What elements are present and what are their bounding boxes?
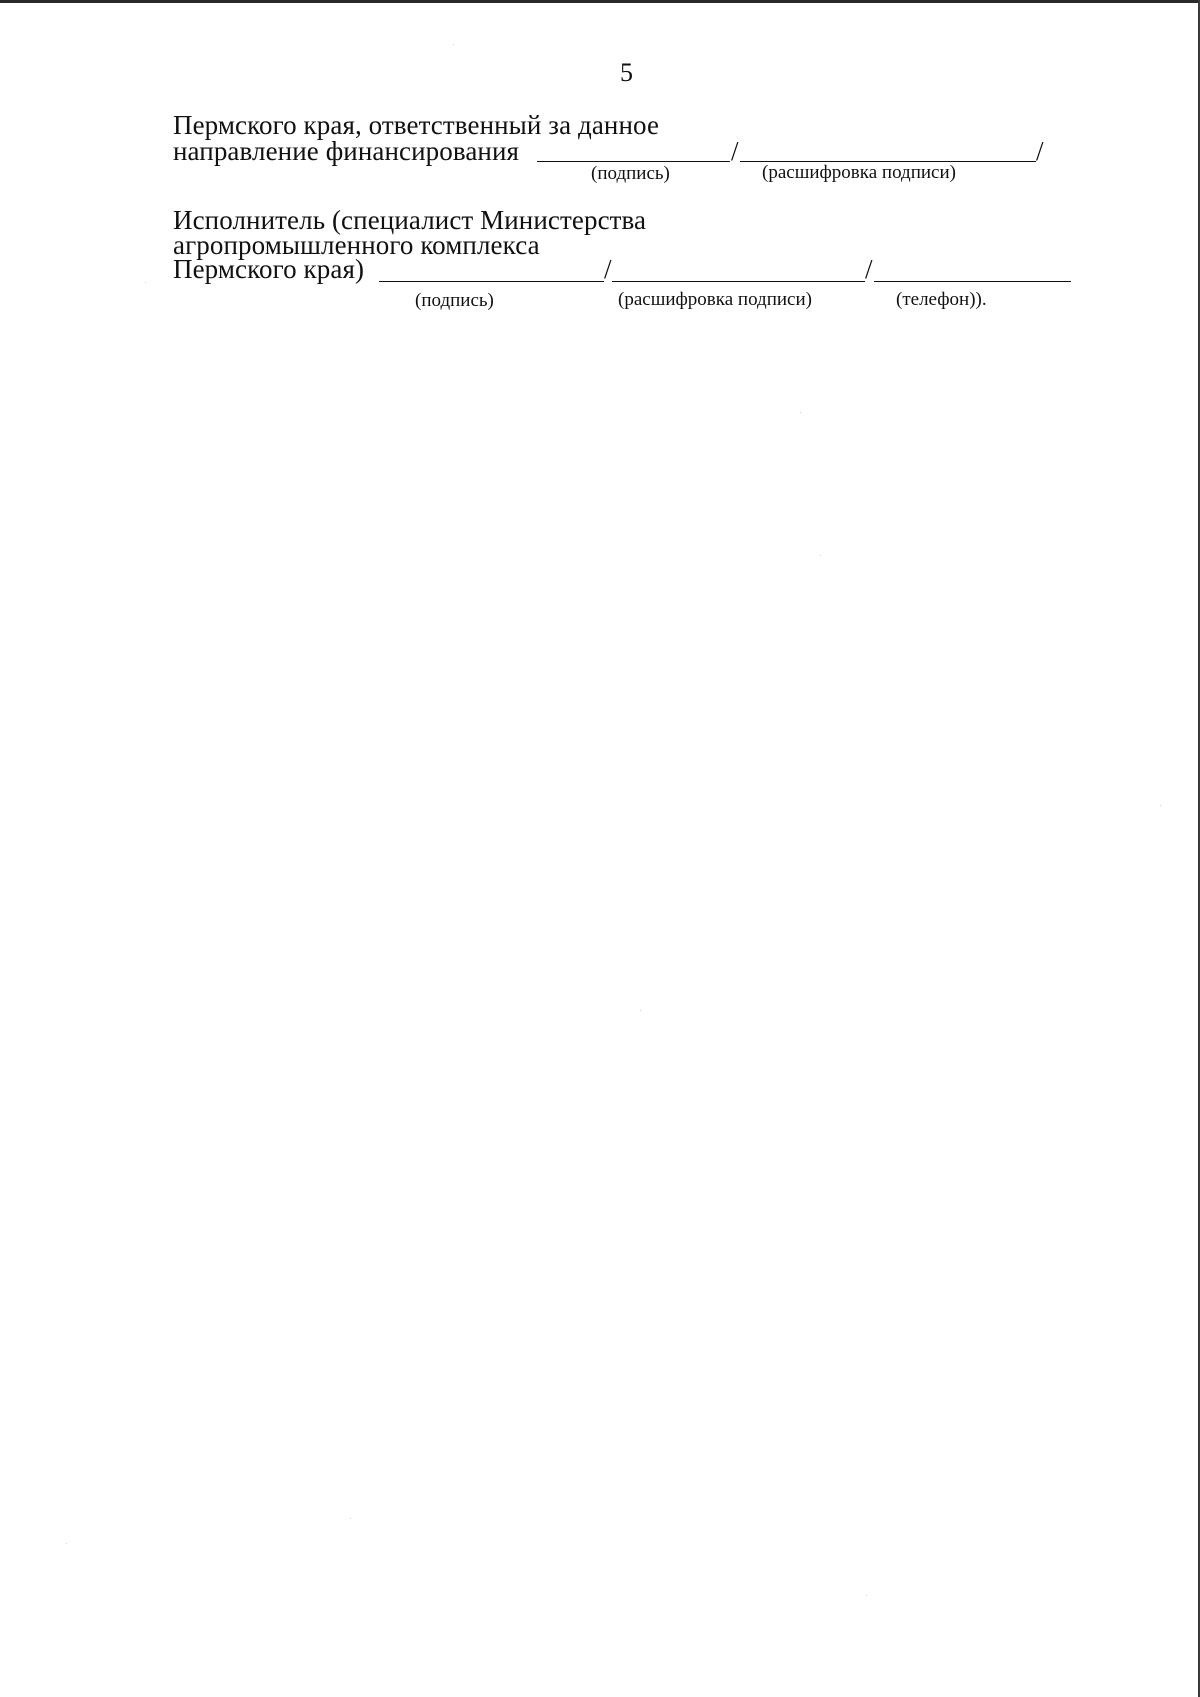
block1-caption-decode: (расшифровка подписи): [762, 162, 956, 183]
block1-slash-2: /: [1036, 136, 1044, 166]
block2-line1: Исполнитель (специалист Министерства: [173, 205, 647, 235]
block2-decode-blank: [612, 281, 865, 282]
scan-speck: [820, 555, 821, 556]
scan-speck: [800, 412, 801, 413]
scan-speck: [145, 282, 146, 283]
block2-caption-decode: (расшифровка подписи): [618, 289, 812, 310]
page-number: 5: [620, 58, 633, 87]
block2-phone-blank: [874, 281, 1071, 282]
block1-line2: направление финансирования: [173, 136, 520, 166]
block1-caption-signature: (подпись): [591, 163, 670, 184]
scan-speck: [1160, 805, 1161, 806]
block2-line2: агропромышленного комплекса: [173, 230, 540, 260]
block2-caption-signature: (подпись): [415, 290, 494, 311]
block2-caption-phone: (телефон)).: [896, 289, 987, 310]
scan-speck: [66, 1543, 67, 1544]
block2-slash-1: /: [604, 254, 612, 284]
block2-line3: Пермского края): [173, 254, 365, 284]
block2-slash-2: /: [865, 254, 873, 284]
scan-border-top: [0, 0, 1200, 3]
block1-line1: Пермского края, ответственный за данное: [173, 110, 660, 140]
block1-signature-blank: [537, 161, 730, 162]
block1-slash-1: /: [731, 136, 739, 166]
block2-signature-blank: [379, 281, 604, 282]
scan-speck: [640, 1010, 641, 1011]
scan-speck: [866, 1595, 867, 1596]
scan-speck: [350, 1518, 351, 1519]
scan-speck: [453, 44, 454, 45]
